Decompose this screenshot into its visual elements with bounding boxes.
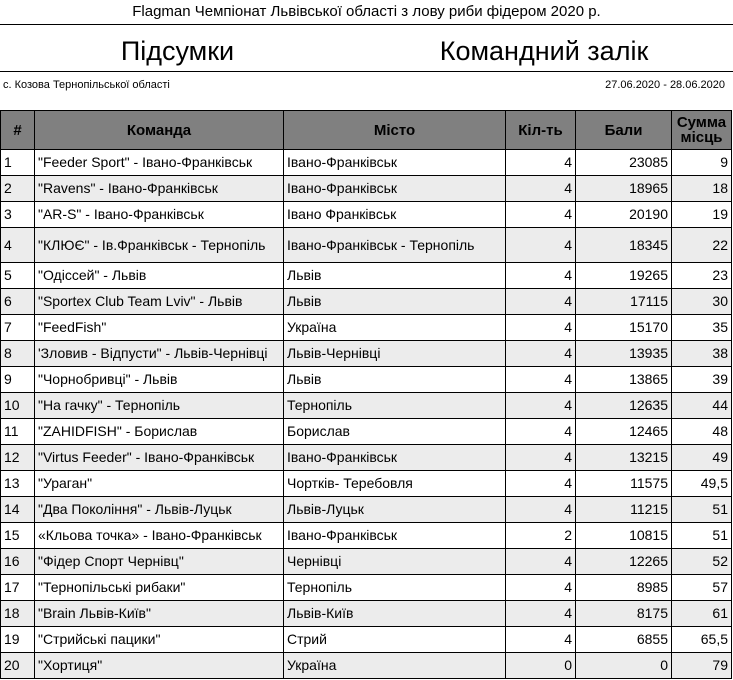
points-cell: 11575 <box>576 471 672 497</box>
table-row <box>1 497 732 523</box>
place-sum-cell: 65,5 <box>672 627 732 653</box>
place-sum-cell: 49 <box>672 445 732 471</box>
place-sum-cell: 30 <box>672 289 732 315</box>
table-row <box>1 601 732 627</box>
table-row <box>1 202 732 228</box>
points-cell: 20190 <box>576 202 672 228</box>
city-cell: Івано-Франківськ <box>284 523 506 549</box>
points-cell: 11215 <box>576 497 672 523</box>
team-cell: "Два Покоління" - Львів-Луцьк <box>35 497 284 523</box>
city-cell: Івано-Франківськ <box>284 176 506 202</box>
city-cell: Львів-Київ <box>284 601 506 627</box>
city-cell: Борислав <box>284 419 506 445</box>
city-cell: Івано-Франківськ <box>284 150 506 176</box>
place-sum-cell: 49,5 <box>672 471 732 497</box>
team-cell: "Тернопільські рибаки" <box>35 575 284 601</box>
points-cell: 15170 <box>576 315 672 341</box>
count-cell: 4 <box>506 228 576 263</box>
column-header-number: # <box>1 111 35 150</box>
event-location: с. Козова Тернопільської області <box>3 79 170 91</box>
count-cell: 4 <box>506 549 576 575</box>
team-cell: "Ураган" <box>35 471 284 497</box>
count-cell: 4 <box>506 419 576 445</box>
count-cell: 4 <box>506 176 576 202</box>
rank-cell: 5 <box>1 263 35 289</box>
count-cell: 4 <box>506 341 576 367</box>
place-sum-cell: 48 <box>672 419 732 445</box>
table-row <box>1 176 732 202</box>
place-sum-cell: 61 <box>672 601 732 627</box>
team-cell: "ZAHIDFISH" - Борислав <box>35 419 284 445</box>
divider <box>0 24 733 25</box>
count-cell: 4 <box>506 497 576 523</box>
team-cell: 'Зловив - Відпусти" - Львів-Чернівці <box>35 341 284 367</box>
points-cell: 8985 <box>576 575 672 601</box>
event-dates: 27.06.2020 - 28.06.2020 <box>605 79 725 91</box>
table-row <box>1 263 732 289</box>
count-cell: 4 <box>506 367 576 393</box>
table-row <box>1 575 732 601</box>
team-cell: "Sportex Club Team Lviv" - Львів <box>35 289 284 315</box>
place-sum-cell: 79 <box>672 653 732 679</box>
place-sum-cell: 52 <box>672 549 732 575</box>
table-row <box>1 471 732 497</box>
team-cell: "AR-S" - Івано-Франківськ <box>35 202 284 228</box>
place-sum-cell: 23 <box>672 263 732 289</box>
count-cell: 4 <box>506 289 576 315</box>
place-sum-cell: 38 <box>672 341 732 367</box>
rank-cell: 18 <box>1 601 35 627</box>
table-row <box>1 653 732 679</box>
city-cell: Україна <box>284 653 506 679</box>
points-cell: 19265 <box>576 263 672 289</box>
team-cell: "Одіссей" - Львів <box>35 263 284 289</box>
team-cell: "Чорнобривці" - Львів <box>35 367 284 393</box>
table-row <box>1 289 732 315</box>
points-cell: 13215 <box>576 445 672 471</box>
team-cell: "Фідер Спорт Чернівц" <box>35 549 284 575</box>
table-row <box>1 549 732 575</box>
points-cell: 18345 <box>576 228 672 263</box>
team-cell: «Кльова точка» - Івано-Франківськ <box>35 523 284 549</box>
team-cell: "КЛЮЄ" - Ів.Франківськ - Тернопіль <box>35 228 284 263</box>
points-cell: 23085 <box>576 150 672 176</box>
place-sum-cell: 44 <box>672 393 732 419</box>
table-header-row <box>1 111 732 150</box>
rank-cell: 13 <box>1 471 35 497</box>
place-sum-cell: 35 <box>672 315 732 341</box>
results-table <box>0 110 732 679</box>
count-cell: 4 <box>506 627 576 653</box>
count-cell: 4 <box>506 393 576 419</box>
city-cell: Львів <box>284 289 506 315</box>
points-cell: 13865 <box>576 367 672 393</box>
rank-cell: 12 <box>1 445 35 471</box>
column-header-team: Команда <box>35 111 284 150</box>
points-cell: 12465 <box>576 419 672 445</box>
team-standings-heading: Командний залік <box>439 36 649 66</box>
count-cell: 2 <box>506 523 576 549</box>
count-cell: 4 <box>506 202 576 228</box>
column-header-count: Кіл-ть <box>506 111 576 150</box>
team-cell: "Virtus Feeder" - Івано-Франківськ <box>35 445 284 471</box>
city-cell: Стрий <box>284 627 506 653</box>
rank-cell: 6 <box>1 289 35 315</box>
table-row <box>1 445 732 471</box>
rank-cell: 16 <box>1 549 35 575</box>
rank-cell: 7 <box>1 315 35 341</box>
count-cell: 4 <box>506 150 576 176</box>
place-sum-cell: 51 <box>672 523 732 549</box>
table-row <box>1 228 732 263</box>
table-row <box>1 315 732 341</box>
team-cell: "На гачку" - Тернопіль <box>35 393 284 419</box>
place-sum-cell: 57 <box>672 575 732 601</box>
points-cell: 12635 <box>576 393 672 419</box>
document-title: Flagman Чемпіонат Львівської області з лову риби фідером 2020 р. <box>132 3 601 20</box>
team-cell: "Хортиця" <box>35 653 284 679</box>
rank-cell: 11 <box>1 419 35 445</box>
city-cell: Івано Франківськ <box>284 202 506 228</box>
rank-cell: 9 <box>1 367 35 393</box>
rank-cell: 2 <box>1 176 35 202</box>
rank-cell: 15 <box>1 523 35 549</box>
place-sum-cell: 39 <box>672 367 732 393</box>
city-cell: Львів-Луцьк <box>284 497 506 523</box>
place-sum-cell: 19 <box>672 202 732 228</box>
summary-heading: Підсумки <box>120 36 235 66</box>
points-cell: 0 <box>576 653 672 679</box>
team-cell: "Brain Львів-Київ" <box>35 601 284 627</box>
table-row <box>1 419 732 445</box>
table-row <box>1 393 732 419</box>
city-cell: Тернопіль <box>284 575 506 601</box>
city-cell: Львів-Чернівці <box>284 341 506 367</box>
count-cell: 4 <box>506 601 576 627</box>
points-cell: 10815 <box>576 523 672 549</box>
place-sum-cell: 51 <box>672 497 732 523</box>
place-sum-cell: 9 <box>672 150 732 176</box>
column-header-place-sum: Сумма місць <box>672 111 732 150</box>
city-cell: Тернопіль <box>284 393 506 419</box>
count-cell: 4 <box>506 575 576 601</box>
rank-cell: 17 <box>1 575 35 601</box>
team-cell: "Стрийські пацики" <box>35 627 284 653</box>
count-cell: 4 <box>506 263 576 289</box>
city-cell: Чернівці <box>284 549 506 575</box>
divider <box>0 71 733 72</box>
city-cell: Івано-Франківськ - Тернопіль <box>284 228 506 263</box>
count-cell: 4 <box>506 315 576 341</box>
rank-cell: 3 <box>1 202 35 228</box>
place-sum-cell: 18 <box>672 176 732 202</box>
column-header-points: Бали <box>576 111 672 150</box>
rank-cell: 20 <box>1 653 35 679</box>
rank-cell: 8 <box>1 341 35 367</box>
table-row <box>1 627 732 653</box>
points-cell: 18965 <box>576 176 672 202</box>
table-row <box>1 150 732 176</box>
rank-cell: 4 <box>1 228 35 263</box>
table-row <box>1 367 732 393</box>
city-cell: Івано-Франківськ <box>284 445 506 471</box>
team-cell: "FeedFish" <box>35 315 284 341</box>
city-cell: Львів <box>284 367 506 393</box>
points-cell: 8175 <box>576 601 672 627</box>
team-cell: "Ravens" - Івано-Франківськ <box>35 176 284 202</box>
city-cell: Чортків- Теребовля <box>284 471 506 497</box>
team-cell: "Feeder Sport" - Івано-Франківськ <box>35 150 284 176</box>
city-cell: Україна <box>284 315 506 341</box>
points-cell: 12265 <box>576 549 672 575</box>
rank-cell: 1 <box>1 150 35 176</box>
rank-cell: 14 <box>1 497 35 523</box>
points-cell: 13935 <box>576 341 672 367</box>
table-row <box>1 523 732 549</box>
city-cell: Львів <box>284 263 506 289</box>
table-row <box>1 341 732 367</box>
points-cell: 6855 <box>576 627 672 653</box>
points-cell: 17115 <box>576 289 672 315</box>
column-header-city: Місто <box>284 111 506 150</box>
rank-cell: 10 <box>1 393 35 419</box>
count-cell: 0 <box>506 653 576 679</box>
count-cell: 4 <box>506 445 576 471</box>
count-cell: 4 <box>506 471 576 497</box>
rank-cell: 19 <box>1 627 35 653</box>
place-sum-cell: 22 <box>672 228 732 263</box>
